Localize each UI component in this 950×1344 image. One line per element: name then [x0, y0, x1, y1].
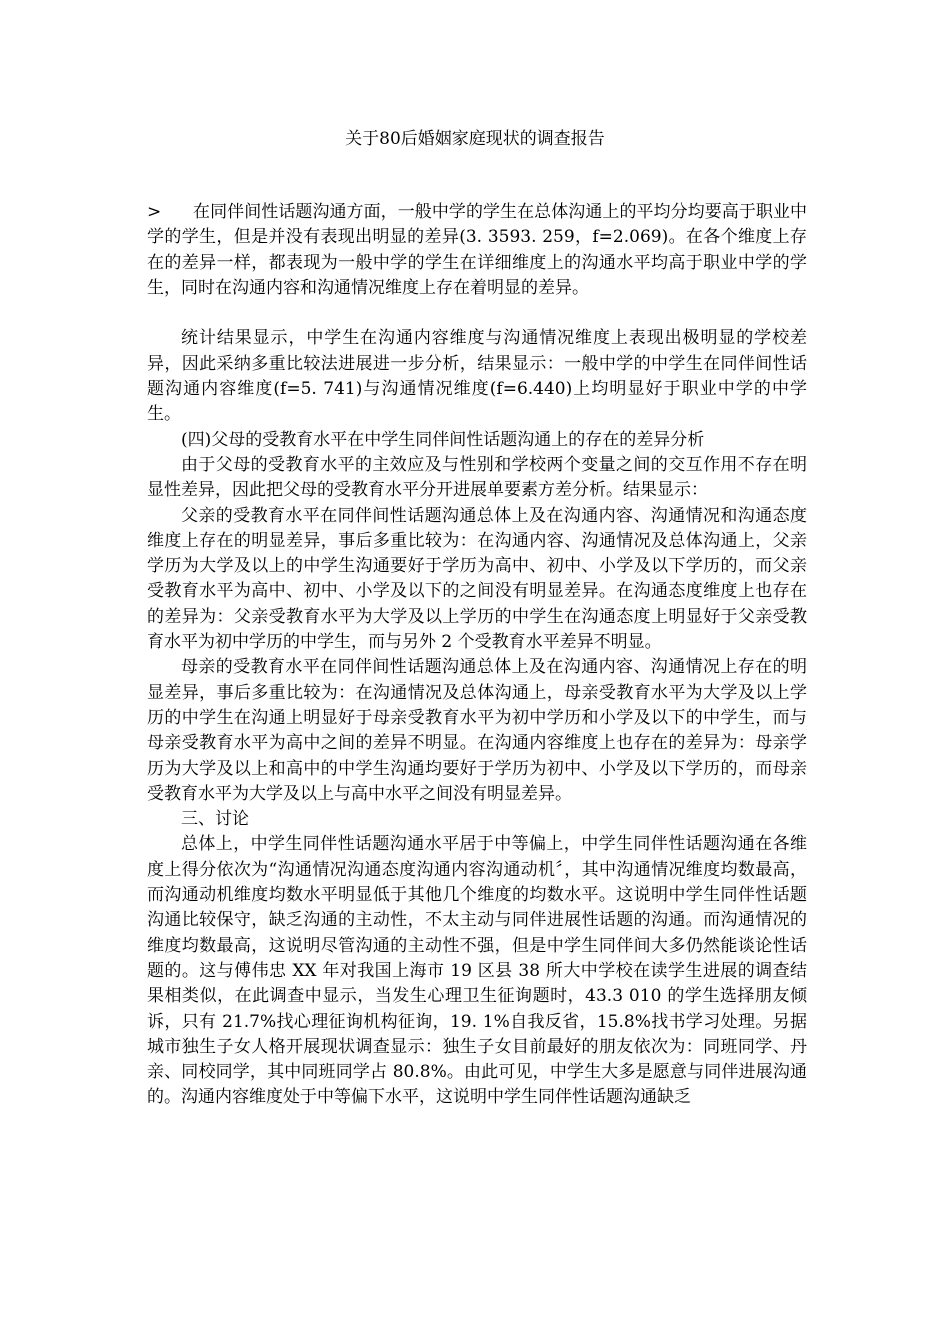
document-title: 关于80后婚姻家庭现状的调查报告	[345, 129, 605, 149]
intro-paragraph-text: 在同伴间性话题沟通方面，一般中学的学生在总体沟通上的平均分均要高于职业中学的学生，但是并没有表现出明显的差异(3. 3593. 259，f=2.069)。在各个维度上存在的差异一样，都表现为一般中学的学生在详细维度上的沟通水平均高于职业中学的学生，同时在沟通内容和沟通情况维度上存在着明显的差异。	[147, 202, 807, 298]
intro-paragraph	[147, 200, 807, 301]
paragraph-statistics: 统计结果显示，中学生在沟通内容维度与沟通情况维度上表现出极明显的学校差异，因此采纳多重比较法进展进一步分析，结果显示：一般中学的中学生在同伴间性话题沟通内容维度(f=5. 741)与沟通情况维度(f=6.440)上均明显好于职业中学的中学生。	[147, 328, 807, 425]
paragraph-gap	[147, 301, 807, 326]
bullet-marker: >	[147, 202, 162, 222]
section-heading-parent-education: (四)父母的受教育水平在中学生同伴间性话题沟通上的存在的差异分析	[181, 429, 705, 450]
document-body	[147, 200, 807, 1111]
paragraph-discussion: 总体上，中学生同伴性话题沟通水平居于中等偏上，中学生同伴性话题沟通在各维度上得分依次为“沟通情况沟通态度沟通内容沟通动机〞，其中沟通情况维度均数最高，而沟通动机维度均数水平明显低于其他几个维度的均数水平。这说明中学生同伴性话题沟通比较保守，缺乏沟通的主动性，不太主动与同伴进展性话题的沟通。而沟通情况的维度均数最高，这说明尽管沟通的主动性不强，但是中学生同伴间大多仍然能谈论性话题的。这与傅伟忠 XX 年对我国上海市 19 区县 38 所大中学校在读学生进展的调查结果相类似，在此调查中显示，当发生心理卫生征询题时，43.3 010 的学生选择朋友倾诉，只有 21.7%找心理征询机构征询，19. 1%自我反省，15.8%找书学习处理。另据城市独生子女人格开展现状调查显示：独生子女目前最好的朋友依次为：同班同学、丹亲、同校同学，其中同班同学占 80.8%。由此可见，中学生大多是愿意与同伴进展沟通的。沟通内容维度处于中等偏下水平，这说明中学生同伴性话题沟通缺乏	[147, 834, 807, 1108]
paragraph-mother-education: 母亲的受教育水平在同伴间性话题沟通总体上及在沟通内容、沟通情况上存在的明显差异，事后多重比较为：在沟通情况及总体沟通上，母亲受教育水平为大学及以上学历的中学生在沟通上明显好于母亲受教育水平为初中学历和小学及以下的中学生，而与母亲受教育水平为高中之间的差异不明显。在沟通内容维度上也存在的差异为：母亲学历为大学及以上和高中的中学生沟通均要好于学历为初中、小学及以下学历的，而母亲受教育水平为大学及以上与高中水平之间没有明显差异。	[147, 657, 807, 804]
paragraph-parent-education-intro: 由于父母的受教育水平的主效应及与性别和学校两个变量之间的交互作用不存在明显性差异，因此把父母的受教育水平分开进展单要素方差分析。结果显示：	[147, 454, 807, 501]
section-heading-discussion: 三、讨论	[181, 809, 249, 830]
paragraph-father-education: 父亲的受教育水平在同伴间性话题沟通总体上及在沟通内容、沟通情况和沟通态度维度上存在的明显差异，事后多重比较为：在沟通内容、沟通情况及总体沟通上，父亲学历为大学及以上的中学生沟通要好于学历为高中、初中、小学及以下学历的，而父亲受教育水平为高中、初中、小学及以下的之间没有明显差异。在沟通态度维度上也存在的差异为：父亲受教育水平为大学及以上学历的中学生在沟通态度上明显好于父亲受教育水平为初中学历的中学生，而与另外 2 个受教育水平差异不明显。	[147, 505, 807, 653]
